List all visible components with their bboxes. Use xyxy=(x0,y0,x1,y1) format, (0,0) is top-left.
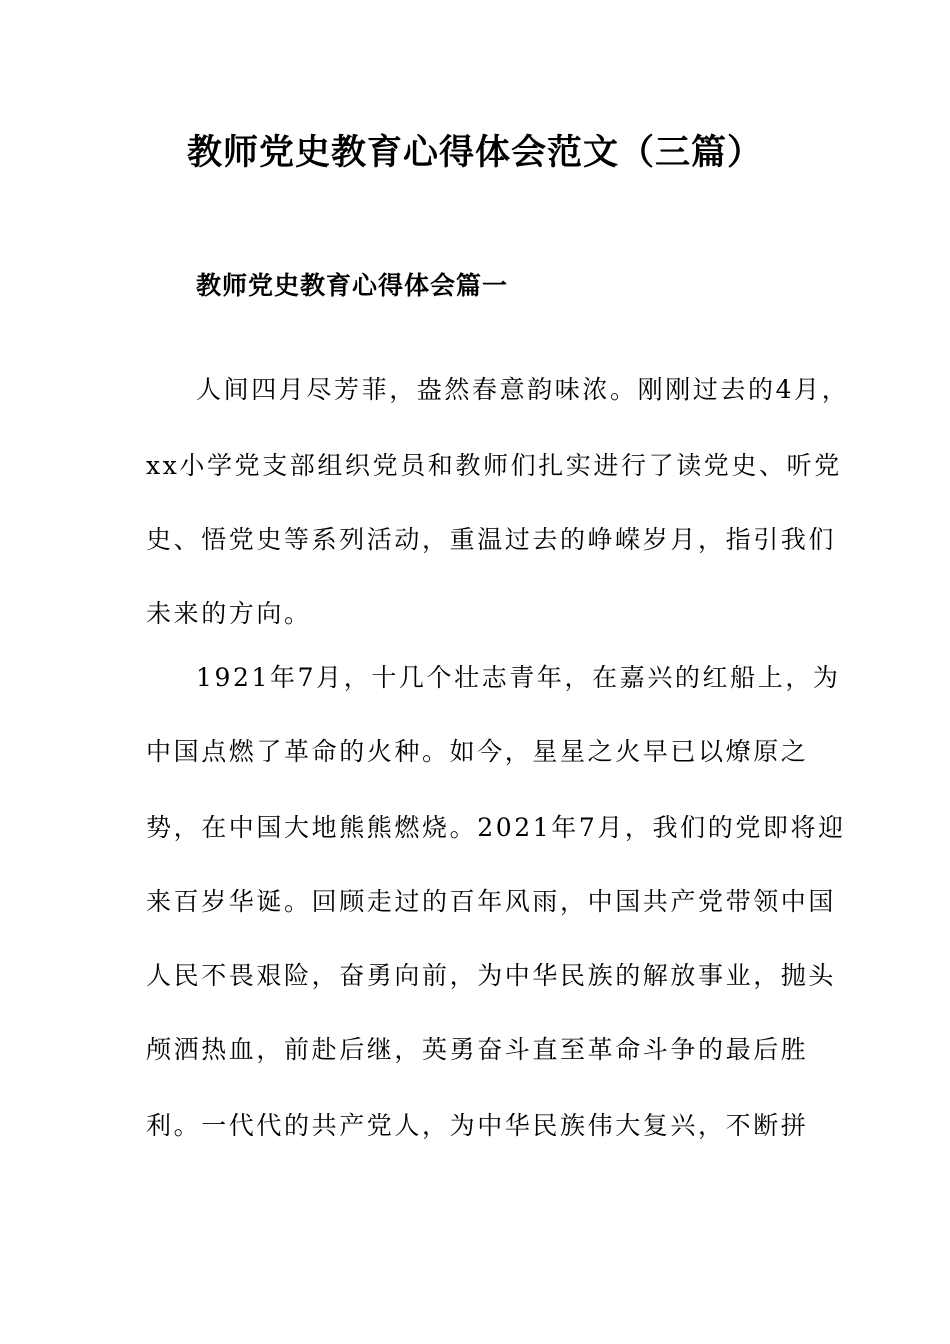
paragraph-line: 未来的方向。 xyxy=(146,599,312,628)
paragraph-line: 人民不畏艰险，奋勇向前，为中华民族的解放事业，抛头 xyxy=(146,961,837,990)
paragraph-line: 势，在中国大地熊熊燃烧。2021年7月，我们的党即将迎 xyxy=(146,813,846,842)
paragraph-line: 人间四月尽芳菲，盎然春意韵味浓。刚刚过去的4月， xyxy=(196,375,850,404)
paragraph-line: xx小学党支部组织党员和教师们扎实进行了读党史、听党 xyxy=(146,451,842,480)
section-heading: 教师党史教育心得体会篇一 xyxy=(196,271,509,300)
paragraph-line: 中国点燃了革命的火种。如今，星星之火早已以燎原之 xyxy=(146,737,809,766)
document-title: 教师党史教育心得体会范文（三篇） xyxy=(186,132,763,173)
paragraph-line: 利。一代代的共产党人，为中华民族伟大复兴，不断拼 xyxy=(146,1111,809,1140)
paragraph-line: 1921年7月，十几个壮志青年，在嘉兴的红船上，为 xyxy=(196,663,841,692)
paragraph-line: 史、悟党史等系列活动，重温过去的峥嵘岁月，指引我们 xyxy=(146,525,837,554)
paragraph-line: 来百岁华诞。回顾走过的百年风雨，中国共产党带领中国 xyxy=(146,887,837,916)
paragraph-line: 颅洒热血，前赴后继，英勇奋斗直至革命斗争的最后胜 xyxy=(146,1035,809,1064)
